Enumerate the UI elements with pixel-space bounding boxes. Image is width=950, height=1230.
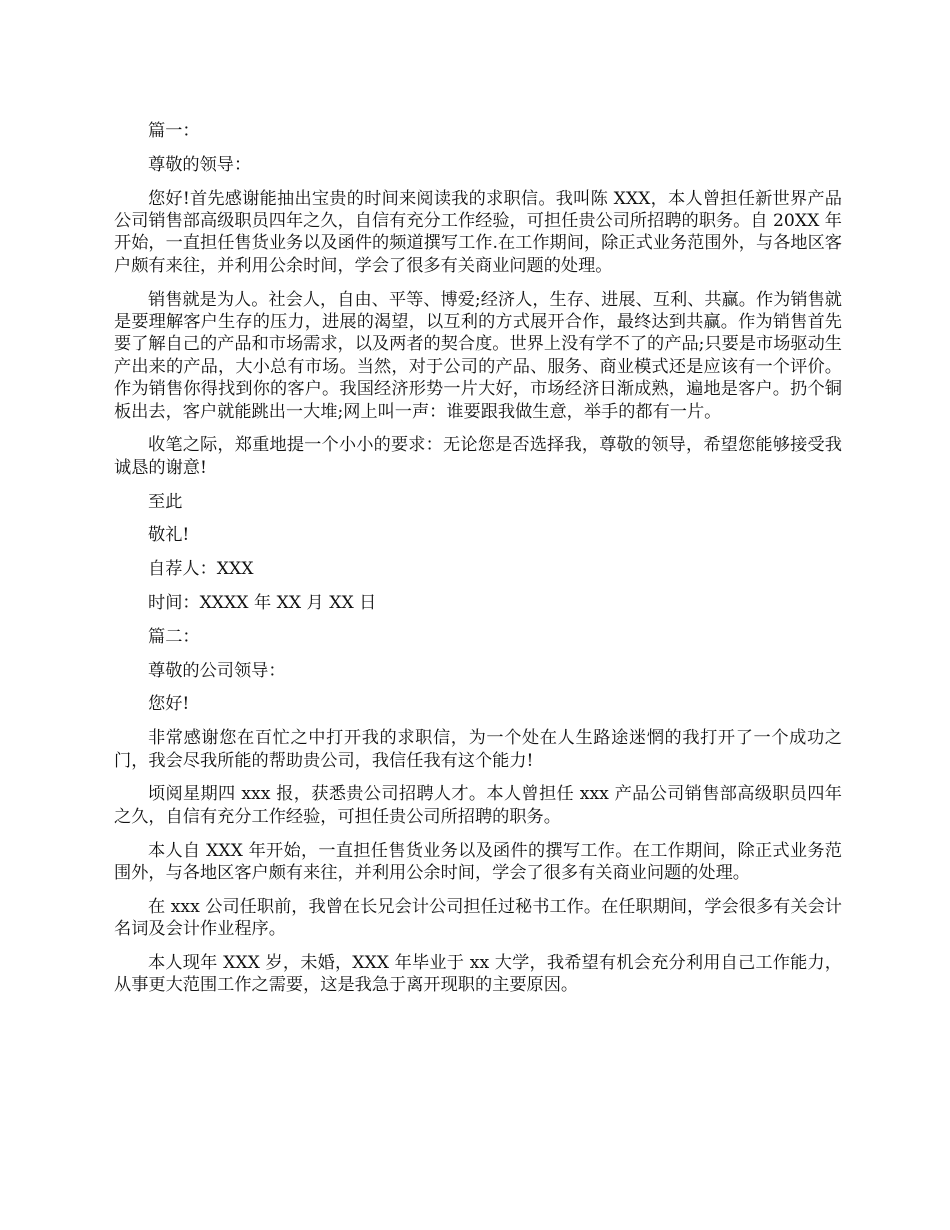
section-heading-part-two: 篇二： bbox=[148, 626, 200, 647]
closing-line: 敬礼! bbox=[148, 525, 190, 546]
body-paragraph: 收笔之际，郑重地提一个小小的要求：无论您是否选择我，尊敬的领导，希望您能够接受我诚恳的谢意! bbox=[114, 435, 842, 478]
body-paragraph: 本人自 XXX 年开始，一直担任售货业务以及函件的撰写工作。在工作期间，除正式业务范围外，与各地区客户颇有来往，并利用公余时间，学会了很多有关商业问题的处理。 bbox=[114, 840, 842, 884]
section-heading-part-one: 篇一： bbox=[148, 121, 200, 141]
salutation: 尊敬的公司领导： bbox=[148, 660, 286, 681]
body-paragraph: 销售就是为人。社会人，自由、平等、博爱;经济人，生存、进展、互利、共赢。作为销售就是要理解客户生存的压力，进展的渴望，以互利的方式展开合作，最终达到共赢。作为销售首先要了解自己的产品和市场需求，以及两者的契合度。世界上没有学不了的产品;只要是市场驱动生产出来的产品，大小总有市场。当然，对于公司的产品、服务、商业模式还是应该有一个评价。作为销售你得找到你的客户。我国经济形势一片大好，市场经济日渐成熟，遍地是客户。扔个铜板出去，客户就能跳出一大堆;网上叫一声：谁要跟我做生意，举手的都有一片。 bbox=[114, 289, 842, 422]
body-paragraph: 本人现年 XXX 岁，未婚，XXX 年毕业于 xx 大学，我希望有机会充分利用自己工作能力，从事更大范围工作之需要，这是我急于离开现职的主要原因。 bbox=[114, 953, 842, 996]
body-paragraph: 您好!首先感谢能抽出宝贵的时间来阅读我的求职信。我叫陈 XXX，本人曾担任新世界产品公司销售部高级职员四年之久，自信有充分工作经验，可担任贵公司所招聘的职务。自 20XX 年开始，一直担任售货业务以及函件的频道撰写工作.在工作期间，除正式业务范围外，与各地区客户颇有来往，并利用公余时间，学会了很多有关商业问题的处理。 bbox=[114, 188, 842, 276]
body-paragraph: 非常感谢您在百忙之中打开我的求职信，为一个处在人生路途迷惘的我打开了一个成功之门，我会尽我所能的帮助贵公司，我信任我有这个能力! bbox=[114, 728, 842, 771]
date-line: 时间：XXXX 年 XX 月 XX 日 bbox=[148, 593, 377, 614]
body-paragraph: 在 xxx 公司任职前，我曾在长兄会计公司担任过秘书工作。在任职期间，学会很多有关会计名词及会计作业程序。 bbox=[114, 896, 842, 940]
body-paragraph: 顷阅星期四 xxx 报，获悉贵公司招聘人才。本人曾担任 xxx 产品公司销售部高级职员四年之久，自信有充分工作经验，可担任贵公司所招聘的职务。 bbox=[114, 784, 842, 827]
signature-line: 自荐人：XXX bbox=[148, 559, 254, 580]
salutation: 尊敬的领导： bbox=[148, 154, 252, 175]
document-page bbox=[114, 120, 842, 1008]
greeting: 您好! bbox=[148, 694, 190, 715]
closing-line: 至此 bbox=[148, 491, 183, 512]
